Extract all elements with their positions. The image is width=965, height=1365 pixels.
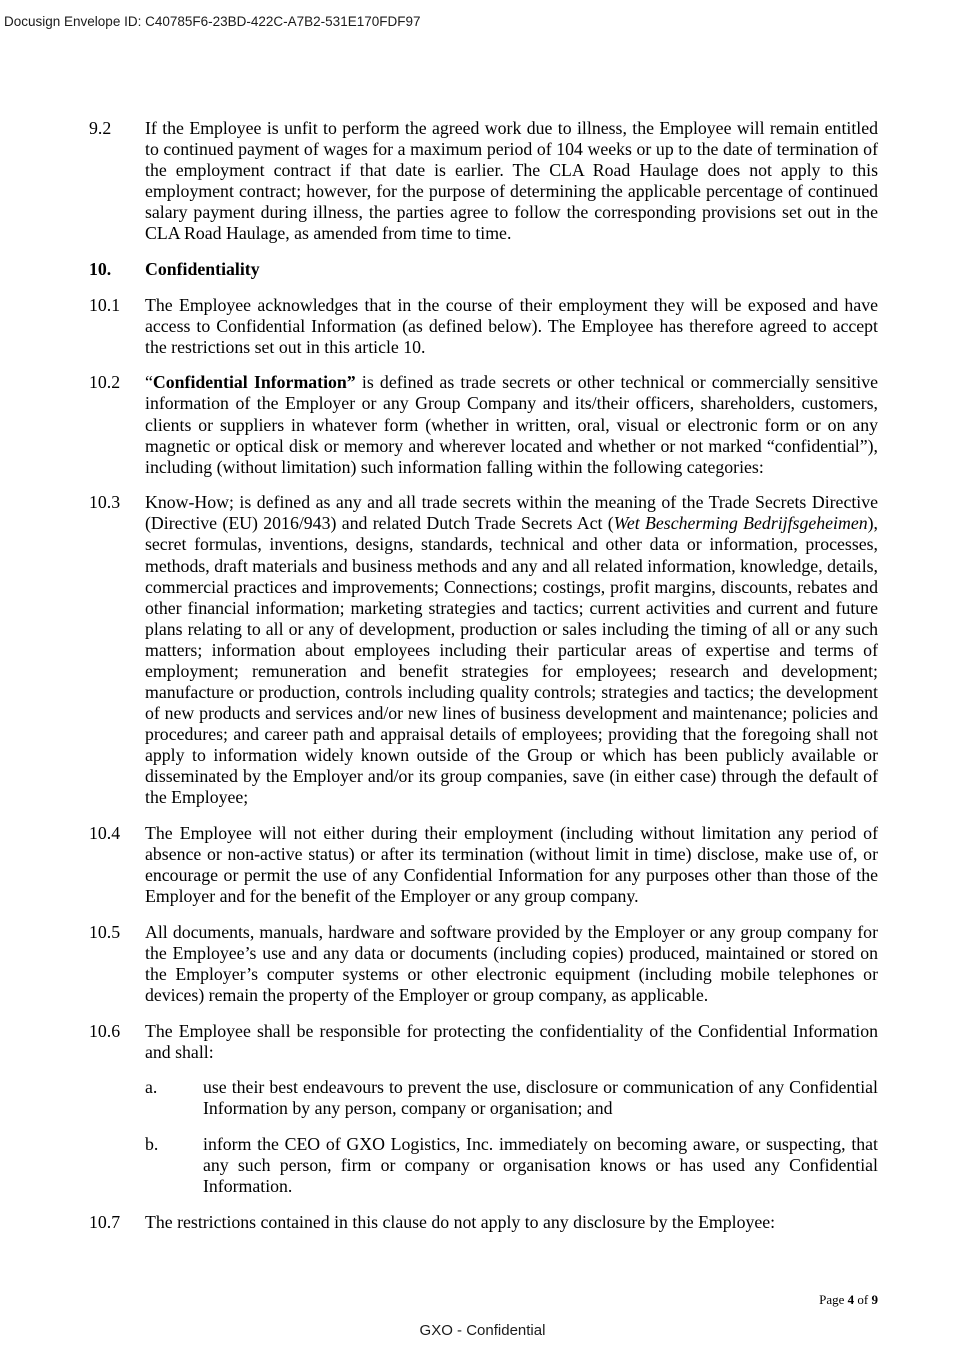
- clause-number: 10.1: [89, 294, 121, 315]
- clause-10-3: [89, 492, 878, 808]
- classification-label: GXO - Confidential: [419, 1322, 546, 1339]
- document-body: [89, 118, 878, 1247]
- clause-text: The Employee acknowledges that in the course of their employment they will be exposed and have access to Confidential Information (as defined below). The Employee has therefore agreed to accept the restrictions set out in this article 10.: [145, 294, 878, 357]
- section-title: Confidentiality: [145, 258, 260, 279]
- sub-item-letter: a.: [145, 1077, 158, 1098]
- clause-text: The Employee shall be responsible for protecting the confidentiality of the Confidential Information and shall:: [145, 1020, 878, 1062]
- clause-text-before: Know-How; is defined as any and all trade secrets within the meaning of the Trade Secrets Directive (Directive (EU) 2016/943) and related Dutch Trade Secrets Act (: [145, 492, 878, 534]
- clause-text: [145, 372, 878, 477]
- section-heading-confidentiality: [89, 259, 878, 280]
- clause-10-1: [89, 295, 878, 358]
- clause-text: All documents, manuals, hardware and software provided by the Employer or any group company for the Employee’s use and any data or documents (including copies) produced, maintained or stored on the Employer’s computer systems or other electronic equipment (including mobile telephones or devices) remain the property of the Employer or group company, as applicable.: [145, 921, 878, 1005]
- clause-9-2: [89, 118, 878, 244]
- definition-text: is defined as trade secrets or other technical or commercially sensitive information of the Employer or any Group Company and its/their officers, shareholders, customers, clients or suppliers in whatever form (whether in written, oral, visual or electronic form or on any magnetic or optical disk or memory and wherever located and whether or not marked “confidential”), including (without limitation) such information falling within the following categories:: [145, 372, 878, 477]
- sub-item-text: use their best endeavours to prevent the use, disclosure or communication of any Confidential Information by any person, company or organisation; and: [203, 1077, 878, 1119]
- clause-number: 10.2: [89, 372, 121, 393]
- page-number: [819, 1292, 878, 1308]
- clause-number: 10.7: [89, 1211, 121, 1232]
- clause-number: 10.3: [89, 492, 121, 513]
- sub-item-a: [145, 1077, 878, 1119]
- clause-number: 10.6: [89, 1020, 121, 1041]
- clause-text: [145, 492, 878, 808]
- docusign-envelope-id: Docusign Envelope ID: C40785F6-23BD-422C-A7B2-531E170FDF97: [4, 14, 421, 29]
- clause-10-2: [89, 372, 878, 477]
- current-page: 4: [847, 1292, 855, 1307]
- sub-item-b: [145, 1134, 878, 1197]
- clause-text-after: ), secret formulas, inventions, designs, standards, technical and other data or information, processes, methods, draft materials and business methods and any and all related information, knowledge, details, commercial practices and improvements; Connections; costings, profit margins, discounts, rebates and other financial information; marketing strategies and tactics; current activities and current and future plans relating to all or any of development, production or sales including the timing of all or any such matters; information about employees including their particular areas of expertise and terms of employment; remuneration and benefit strategies for employees; research and development; manufacture or production, controls including quality controls; strategies and tactics; the development of new products and services and/or new lines of business development and maintenance; policies and procedures; and career path and appraisal details of employees; providing that the foregoing shall not apply to information widely known outside of the Group or which has been publicly available or disseminated by the Employer and/or its group companies, save (in either case) through the default of the Employee;: [145, 513, 878, 808]
- sub-item-text: inform the CEO of GXO Logistics, Inc. immediately on becoming aware, or suspecting, that any such person, firm or company or organisation knows or has used any Confidential Information.: [203, 1133, 878, 1197]
- clause-10-4: [89, 823, 878, 907]
- clause-number: 10.4: [89, 822, 121, 843]
- clause-number: 10.5: [89, 921, 121, 942]
- clause-10-7: [89, 1212, 878, 1233]
- page-label: Page: [819, 1292, 845, 1307]
- total-pages: 9: [871, 1292, 878, 1307]
- clause-10-5: [89, 922, 878, 1006]
- of-label: of: [857, 1292, 869, 1307]
- clause-10-6: [89, 1021, 878, 1063]
- quote-open: “: [145, 372, 153, 393]
- clause-text: The restrictions contained in this clause do not apply to any disclosure by the Employee:: [145, 1211, 776, 1232]
- defined-term: Confidential Information”: [152, 372, 356, 393]
- section-number: 10.: [89, 258, 112, 279]
- clause-number: 9.2: [89, 118, 112, 138]
- clause-text: The Employee will not either during their employment (including without limitation any period of absence or non-active status) or after its termination (without limit in time) disclose, make use of, or encourage or permit the use of any Confidential Information for any purposes other than those of the Employer and for the benefit of the Employer or any group company.: [145, 822, 878, 907]
- sub-item-letter: b.: [145, 1133, 159, 1154]
- clause-text: If the Employee is unfit to perform the agreed work due to illness, the Employee will remain entitled to continued payment of wages for a maximum period of 104 weeks or up to the date of termination of the employment contract if that date is earlier. The CLA Road Haulage does not apply to this employment contract; however, for the purpose of determining the applicable percentage of continued salary payment during illness, the parties agree to follow the corresponding provisions set out in the CLA Road Haulage, as amended from time to time.: [145, 118, 878, 244]
- act-name: Wet Bescherming Bedrijfsgeheimen: [613, 513, 868, 534]
